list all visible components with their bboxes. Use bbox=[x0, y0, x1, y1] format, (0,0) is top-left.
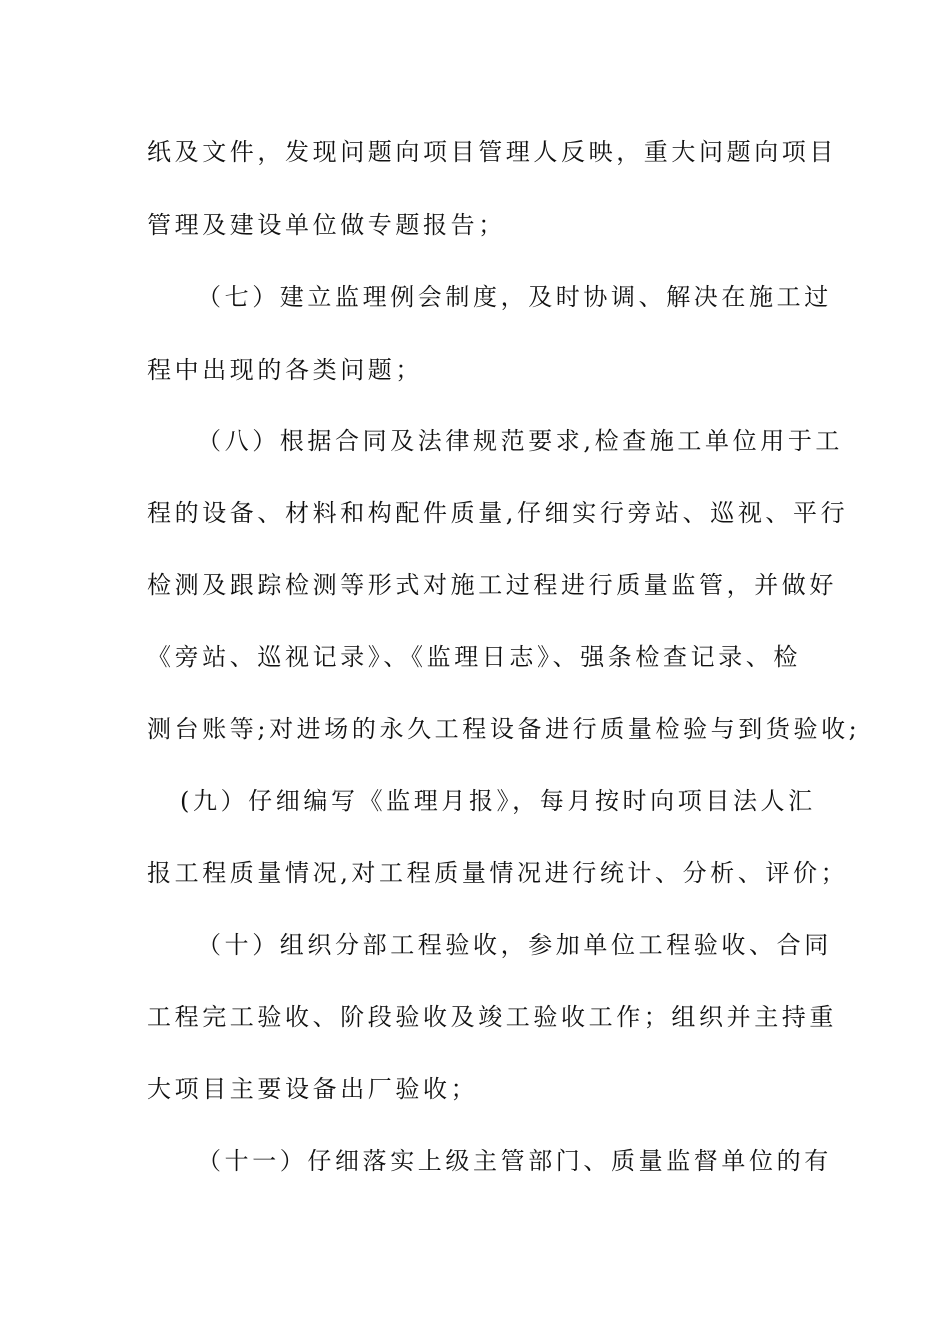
text-line-2: 管理及建设单位做专题报告； bbox=[147, 211, 506, 239]
text-line-7: 检测及跟踪检测等形式对施工过程进行质量监管，并做好 bbox=[147, 571, 837, 599]
text-line-9: 测台账等;对进场的永久工程设备进行质量检验与到货验收; bbox=[147, 715, 861, 743]
text-line-3: （七）建立监理例会制度，及时协调、解决在施工过 bbox=[197, 283, 832, 311]
text-line-12: （十）组织分部工程验收，参加单位工程验收、合同 bbox=[197, 931, 832, 959]
text-line-6: 程的设备、材料和构配件质量,仔细实行旁站、巡视、平行 bbox=[147, 499, 849, 527]
text-line-13: 工程完工验收、阶段验收及竣工验收工作；组织并主持重 bbox=[147, 1003, 837, 1031]
text-line-11: 报工程质量情况,对工程质量情况进行统计、分析、评价； bbox=[147, 859, 849, 887]
text-line-1: 纸及文件，发现问题向项目管理人反映，重大问题向项目 bbox=[147, 138, 837, 166]
text-line-15: （十一）仔细落实上级主管部门、质量监督单位的有 bbox=[197, 1147, 832, 1175]
text-line-14: 大项目主要设备出厂验收； bbox=[147, 1075, 479, 1103]
text-line-4: 程中出现的各类问题； bbox=[147, 356, 423, 384]
text-line-10: (九）仔细编写《监理月报》，每月按时向项目法人汇 bbox=[180, 787, 816, 815]
text-line-5: （八）根据合同及法律规范要求,检查施工单位用于工 bbox=[197, 427, 844, 455]
text-line-8: 《旁站、巡视记录》、《监理日志》、强条检查记录、检 bbox=[147, 643, 801, 671]
